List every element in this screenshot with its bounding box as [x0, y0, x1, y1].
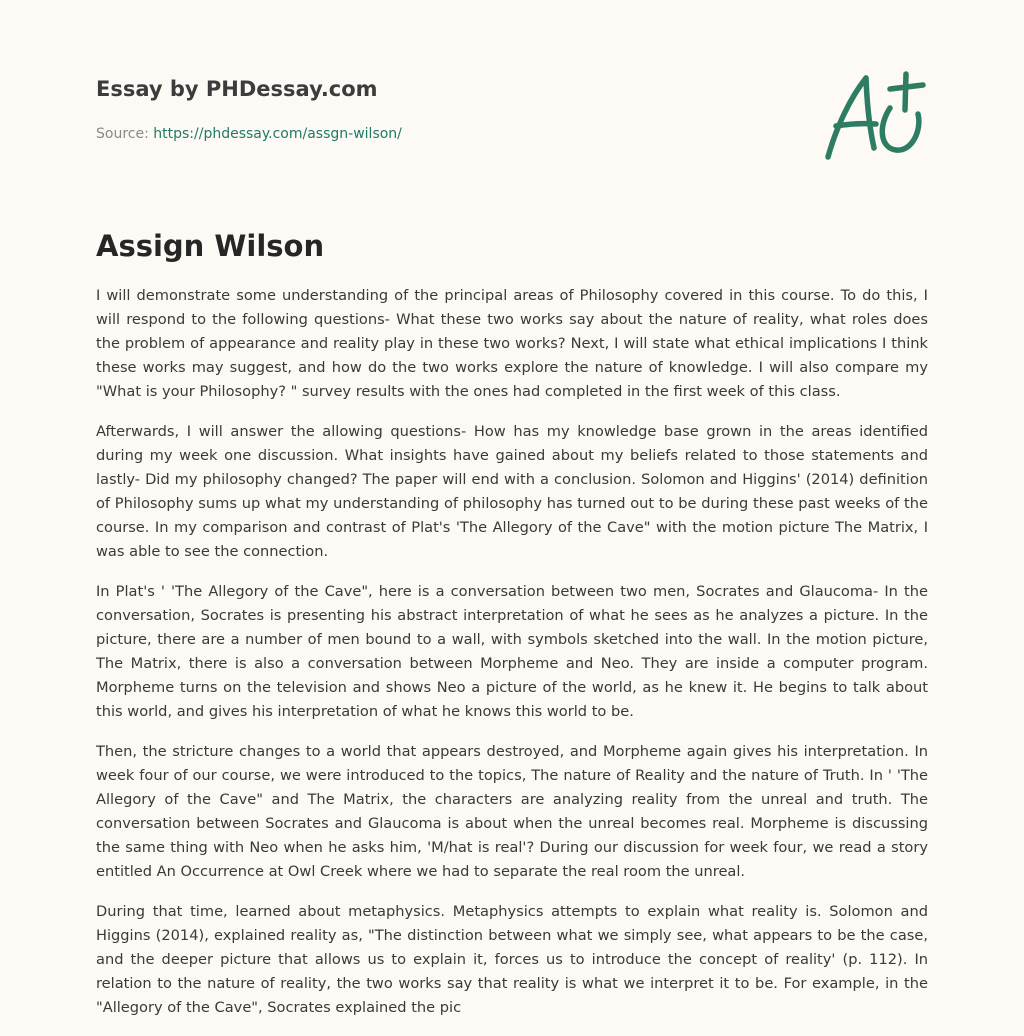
essay-paragraph: During that time, learned about metaphysics. Metaphysics attempts to explain what reality is. Solomon and Higgins (2014), explained reality as, "The distinction between what we simply see, what appears to be the case, and the deeper picture that allows us to explain it, forces us to introduce the concept of reality' (p. 112). In relation to the nature of reality, the two works say that reality is what we interpret it to be. For example, in the "Allegory of the Cave", Socrates explained the pic [96, 903, 928, 1016]
essay-body [96, 284, 928, 1020]
page-header [96, 72, 928, 144]
essay-title: Assign Wilson [96, 229, 325, 263]
a-plus-grade-icon [822, 68, 928, 164]
essay-paragraph: In Plat's ' 'The Allegory of the Cave", here is a conversation between two men, Socrates and Glaucoma- In the conversation, Socrates is presenting his abstract interpretation of what he sees as he analyzes a picture. In the picture, there are a number of men bound to a wall, with symbols sketched into the wall. In the motion picture, The Matrix, there is also a conversation between Morpheme and Neo. They are inside a computer program. Morpheme turns on the television and shows Neo a picture of the world, as he knew it. He begins to talk about this world, and gives his interpretation of what he knows this world to be. [96, 583, 928, 720]
essay-article [96, 226, 928, 1036]
essay-paragraph: Afterwards, I will answer the allowing questions- How has my knowledge base grown in the areas identified during my week one discussion. What insights have gained about my beliefs related to those statements and lastly- Did my philosophy changed? The paper will end with a conclusion. Solomon and Higgins' (2014) definition of Philosophy sums up what my understanding of philosophy has turned out to be during these past weeks of the course. In my comparison and contrast of Plat's 'The Allegory of the Cave" with the motion picture The Matrix, I was able to see the connection. [96, 423, 928, 560]
essay-paragraph: Then, the stricture changes to a world that appears destroyed, and Morpheme again gives his interpretation. In week four of our course, we were introduced to the topics, The nature of Reality and the nature of Truth. In ' 'The Allegory of the Cave" and The Matrix, the characters are analyzing reality from the unreal and truth. The conversation between Socrates and Glaucoma is about when the unreal becomes real. Morpheme is discussing the same thing with Neo when he asks him, 'M/hat is real'? During our discussion for week four, we read a story entitled An Occurrence at Owl Creek where we had to separate the real room the unreal. [96, 743, 928, 880]
source-line [96, 124, 928, 144]
source-label: Source: [96, 126, 154, 142]
essay-paragraph: I will demonstrate some understanding of the principal areas of Philosophy covered in this course. To do this, I will respond to the following questions- What these two works say about the nature of reality, what roles does the problem of appearance and reality play in these two works? Next, I will state what ethical implications I think these works may suggest, and how do the two works explore the nature of knowledge. I will also compare my "What is your Philosophy? " survey results with the ones had completed in the first week of this class. [96, 287, 928, 400]
source-link[interactable]: https://phdessay.com/assgn-wilson/ [153, 126, 402, 142]
site-title: Essay by PHDessay.com [96, 77, 378, 101]
